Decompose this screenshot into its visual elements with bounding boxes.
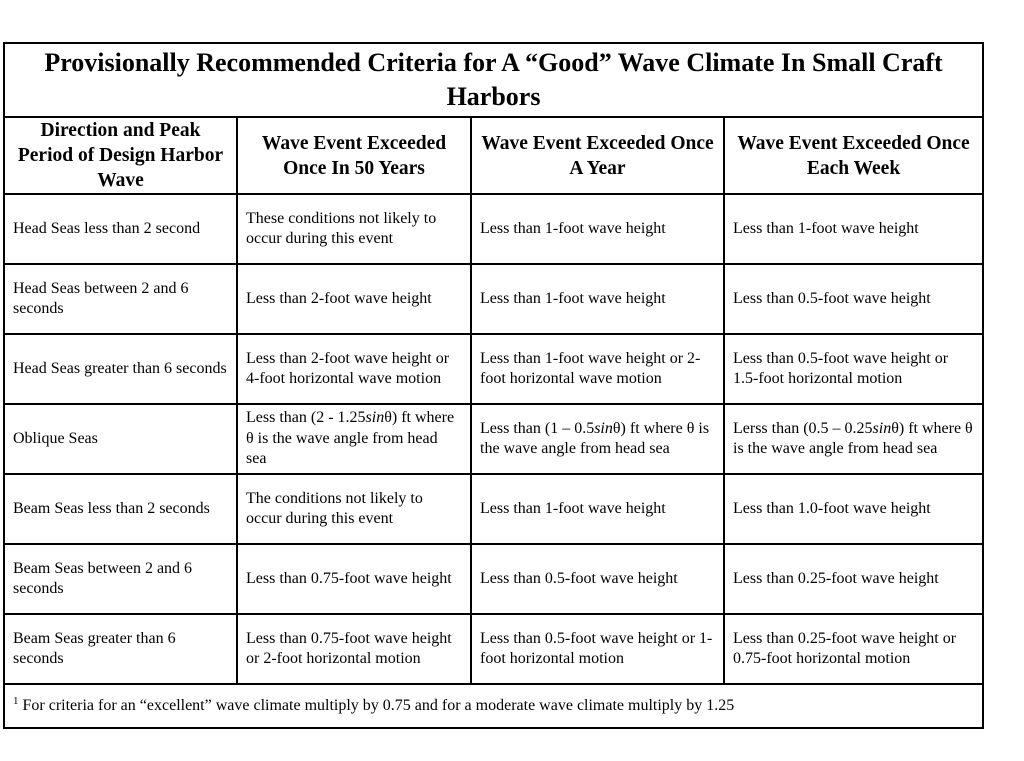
yearly-cell: Less than 1-foot wave height bbox=[471, 194, 724, 264]
yearly-cell: Less than 1-foot wave height bbox=[471, 474, 724, 544]
direction-cell: Head Seas greater than 6 seconds bbox=[4, 334, 237, 404]
direction-cell: Beam Seas between 2 and 6 seconds bbox=[4, 544, 237, 614]
table-row bbox=[4, 544, 983, 614]
table-row bbox=[4, 614, 983, 684]
table-row bbox=[4, 474, 983, 544]
footnote bbox=[4, 684, 983, 728]
direction-cell: Oblique Seas bbox=[4, 404, 237, 474]
fifty-year-cell: These conditions not likely to occur during this event bbox=[237, 194, 471, 264]
fifty-year-cell: Less than 0.75-foot wave height or 2-foot horizontal motion bbox=[237, 614, 471, 684]
weekly-cell: Less than 0.5-foot wave height or 1.5-foot horizontal motion bbox=[724, 334, 983, 404]
yearly-cell: Less than 1-foot wave height or 2-foot horizontal wave motion bbox=[471, 334, 724, 404]
table-row bbox=[4, 194, 983, 264]
weekly-cell: Lerss than (0.5 – 0.25sinθ) ft where θ is the wave angle from head sea bbox=[724, 404, 983, 474]
criteria-table bbox=[3, 42, 984, 729]
weekly-cell: Less than 0.25-foot wave height or 0.75-foot horizontal motion bbox=[724, 614, 983, 684]
fifty-year-cell: The conditions not likely to occur during this event bbox=[237, 474, 471, 544]
footnote-marker: 1 bbox=[13, 695, 19, 707]
yearly-cell: Less than 0.5-foot wave height bbox=[471, 544, 724, 614]
fifty-year-cell: Less than (2 - 1.25sinθ) ft where θ is the wave angle from head sea bbox=[237, 404, 471, 474]
weekly-cell: Less than 1.0-foot wave height bbox=[724, 474, 983, 544]
footnote-row bbox=[4, 684, 983, 728]
yearly-cell: Less than (1 – 0.5sinθ) ft where θ is the wave angle from head sea bbox=[471, 404, 724, 474]
weekly-cell: Less than 0.25-foot wave height bbox=[724, 544, 983, 614]
title-row bbox=[4, 43, 983, 117]
direction-cell: Head Seas less than 2 second bbox=[4, 194, 237, 264]
direction-cell: Head Seas between 2 and 6 seconds bbox=[4, 264, 237, 334]
direction-cell: Beam Seas less than 2 seconds bbox=[4, 474, 237, 544]
yearly-cell: Less than 1-foot wave height bbox=[471, 264, 724, 334]
table-row bbox=[4, 404, 983, 474]
table-row bbox=[4, 264, 983, 334]
fifty-year-cell: Less than 2-foot wave height bbox=[237, 264, 471, 334]
header-once-each-week: Wave Event Exceeded Once Each Week bbox=[724, 117, 983, 194]
direction-cell: Beam Seas greater than 6 seconds bbox=[4, 614, 237, 684]
footnote-text: For criteria for an “excellent” wave climate multiply by 0.75 and for a moderate wave climate multiply by 1.25 bbox=[22, 697, 735, 714]
fifty-year-cell: Less than 2-foot wave height or 4-foot horizontal wave motion bbox=[237, 334, 471, 404]
yearly-cell: Less than 0.5-foot wave height or 1-foot horizontal motion bbox=[471, 614, 724, 684]
table-row bbox=[4, 334, 983, 404]
table-title: Provisionally Recommended Criteria for A “Good” Wave Climate In Small Craft Harbors bbox=[4, 43, 983, 117]
header-once-in-50-years: Wave Event Exceeded Once In 50 Years bbox=[237, 117, 471, 194]
header-once-a-year: Wave Event Exceeded Once A Year bbox=[471, 117, 724, 194]
weekly-cell: Less than 0.5-foot wave height bbox=[724, 264, 983, 334]
weekly-cell: Less than 1-foot wave height bbox=[724, 194, 983, 264]
fifty-year-cell: Less than 0.75-foot wave height bbox=[237, 544, 471, 614]
header-direction: Direction and Peak Period of Design Harbor Wave bbox=[4, 117, 237, 194]
header-row bbox=[4, 117, 983, 194]
